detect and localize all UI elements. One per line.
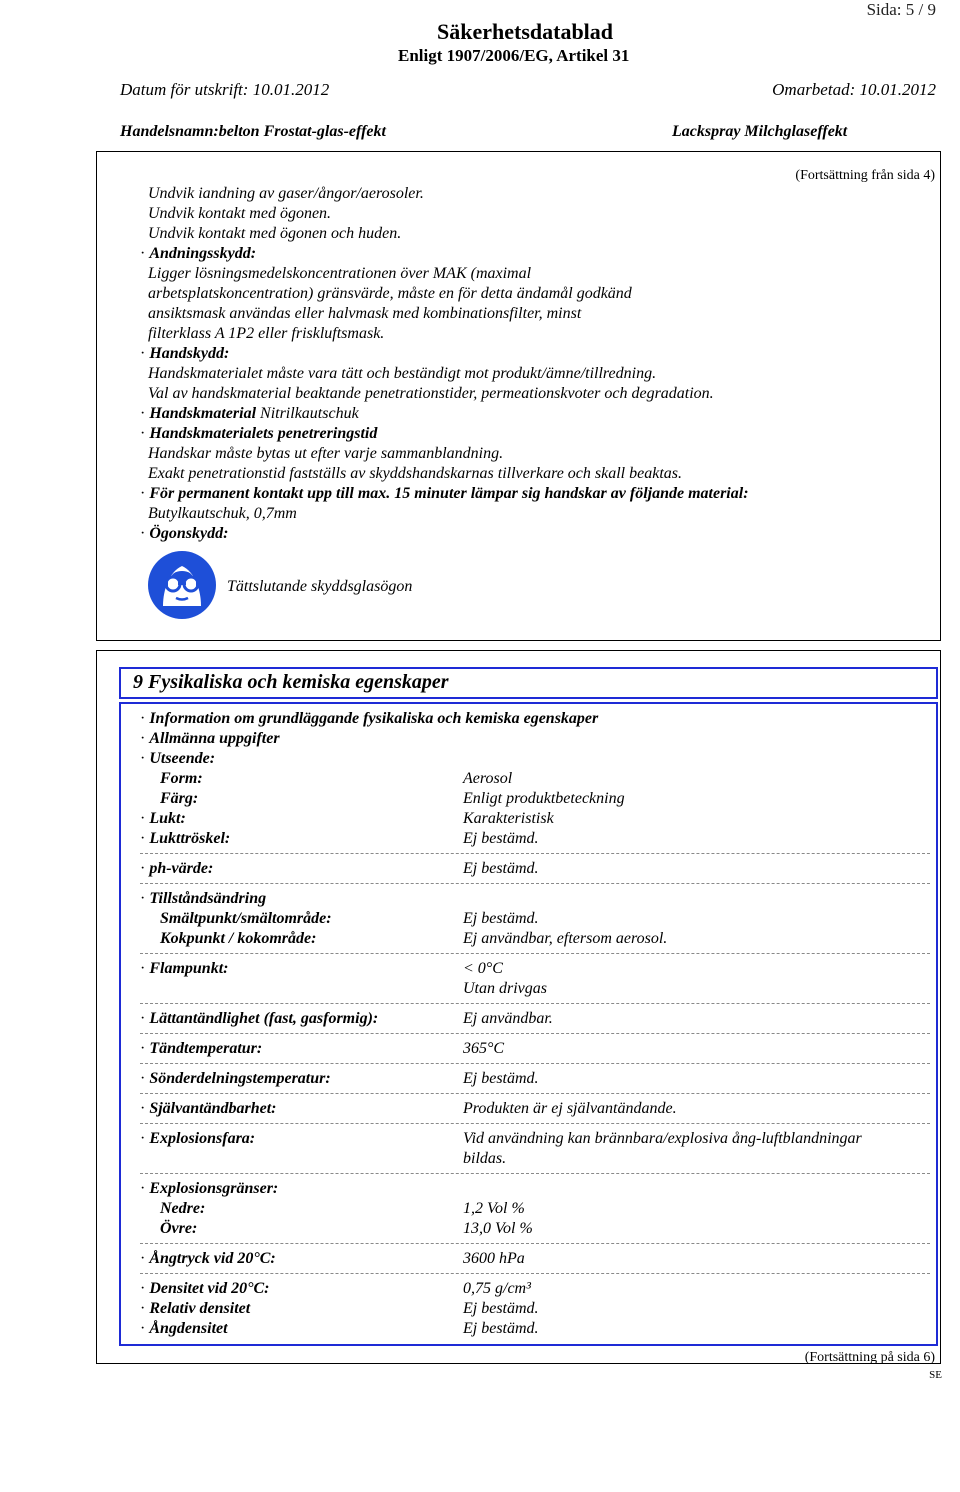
revision-date: Omarbetad: 10.01.2012 <box>772 80 936 99</box>
goggles-pictogram-icon <box>147 550 217 620</box>
document-title: Säkerhetsdatablad <box>437 19 614 44</box>
section8-content <box>140 184 930 584</box>
explosion-hazard-value-cont: bildas. <box>463 1150 507 1167</box>
explosion-hazard-value: Vid användning kan brännbara/explosiva ång-luftblandningar <box>463 1130 862 1147</box>
self-ignition-value: Produkten är ej självantändande. <box>463 1100 677 1117</box>
vapor-pressure-label: · Ångtryck vid 20°C: <box>140 1250 276 1267</box>
melting-point-label: Smältpunkt/smältområde: <box>160 910 332 927</box>
density-label: · Densitet vid 20°C: <box>140 1280 270 1297</box>
relative-density-value: Ej bestämd. <box>463 1300 539 1317</box>
melting-point-value: Ej bestämd. <box>463 910 539 927</box>
language-code: SE <box>929 1369 942 1381</box>
row-separator <box>140 853 930 854</box>
text-line: Butylkautschuk, 0,7mm <box>148 505 297 522</box>
info-heading: · Information om grundläggande fysikaliska och kemiska egenskaper <box>140 710 599 727</box>
glove-material: · Handskmaterial Nitrilkautschuk <box>140 405 359 422</box>
vapor-density-value: Ej bestämd. <box>463 1320 539 1337</box>
relative-density-label: · Relativ densitet <box>140 1300 251 1317</box>
ph-value: Ej bestämd. <box>463 860 539 877</box>
form-label: Form: <box>160 770 203 787</box>
upper-limit-label: Övre: <box>160 1220 198 1237</box>
section9-title: 9 Fysikaliska och kemiska egenskaper <box>133 671 449 693</box>
row-separator <box>140 1243 930 1244</box>
text-line: Ligger lösningsmedelskoncentrationen över MAK (maximal <box>148 265 532 282</box>
row-separator <box>140 1173 930 1174</box>
form-value: Aerosol <box>463 770 513 787</box>
ph-label: · ph-värde: <box>140 860 214 877</box>
general-heading: · Allmänna uppgifter <box>140 730 280 747</box>
odor-threshold-value: Ej bestämd. <box>463 830 539 847</box>
text-line: arbetsplatskoncentration) gränsvärde, måste en för detta ändamål godkänd <box>148 285 632 302</box>
continued-on: (Fortsättning på sida 6) <box>804 1350 935 1365</box>
vapor-pressure-value: 3600 hPa <box>463 1250 525 1267</box>
lower-limit-label: Nedre: <box>160 1200 206 1217</box>
page-number: Sida: 5 / 9 <box>866 0 936 19</box>
ignition-temp-value: 365°C <box>463 1040 505 1057</box>
product-name: Lackspray Milchglaseffekt <box>672 123 848 140</box>
text-line: Undvik iandning av gaser/ångor/aerosoler. <box>148 185 424 202</box>
color-label: Färg: <box>160 790 199 807</box>
row-separator <box>140 1123 930 1124</box>
self-ignition-label: · Självantändbarhet: <box>140 1100 277 1117</box>
row-separator <box>140 1273 930 1274</box>
eye-protection-heading: · Ögonskydd: <box>140 525 229 542</box>
flash-point-value: < 0°C <box>463 960 503 977</box>
text-line: Handskar måste bytas ut efter varje sammanblandning. <box>148 445 504 462</box>
boiling-point-value: Ej användbar, eftersom aerosol. <box>463 930 668 947</box>
text-line: Val av handskmaterial beaktande penetrationstider, permeationskvoter och degradation. <box>148 385 714 402</box>
odor-threshold-label: · Lukttröskel: <box>140 830 231 847</box>
flammability-label: · Lättantändlighet (fast, gasformig): <box>140 1010 379 1027</box>
row-separator <box>140 1003 930 1004</box>
print-date: Datum för utskrift: 10.01.2012 <box>120 80 330 99</box>
row-separator <box>140 1033 930 1034</box>
permanent-contact-heading: · För permanent kontakt upp till max. 15 minuter lämpar sig handskar av följande material: <box>140 485 749 502</box>
lower-limit-value: 1,2 Vol % <box>463 1200 525 1217</box>
document-subtitle: Enligt 1907/2006/EG, Artikel 31 <box>398 46 630 65</box>
hand-protection-heading: · Handskydd: <box>140 345 230 362</box>
upper-limit-value: 13,0 Vol % <box>463 1220 533 1237</box>
text-line: ansiktsmask användas eller halvmask med kombinationsfilter, minst <box>148 305 582 322</box>
section9-content <box>140 709 930 1339</box>
penetration-heading: · Handskmaterialets penetreringstid <box>140 425 378 442</box>
text-line: Handskmaterialet måste vara tätt och beständigt mot produkt/ämne/tillredning. <box>148 365 657 382</box>
explosion-limits-label: · Explosionsgränser: <box>140 1180 279 1197</box>
eye-protection-text: Tättslutande skyddsglasögon <box>227 578 413 595</box>
vapor-density-label: · Ångdensitet <box>140 1320 228 1337</box>
decomposition-temp-label: · Sönderdelningstemperatur: <box>140 1070 331 1087</box>
state-change-heading: · Tillståndsändring <box>140 890 267 907</box>
flammability-value: Ej användbar. <box>463 1010 553 1027</box>
density-value: 0,75 g/cm³ <box>463 1280 531 1297</box>
boiling-point-label: Kokpunkt / kokområde: <box>160 930 317 947</box>
text-line: Undvik kontakt med ögonen och huden. <box>148 225 402 242</box>
flash-point-note: Utan drivgas <box>463 980 547 997</box>
row-separator <box>140 1063 930 1064</box>
flash-point-label: · Flampunkt: <box>140 960 229 977</box>
text-line: Exakt penetrationstid fastställs av skyddshandskarnas tillverkare och skall beaktas. <box>148 465 682 482</box>
continued-from: (Fortsättning från sida 4) <box>795 168 935 183</box>
ignition-temp-label: · Tändtemperatur: <box>140 1040 263 1057</box>
color-value: Enligt produktbeteckning <box>463 790 625 807</box>
appearance-heading: · Utseende: <box>140 750 216 767</box>
odor-label: · Lukt: <box>140 810 186 827</box>
row-separator <box>140 883 930 884</box>
text-line: Undvik kontakt med ögonen. <box>148 205 332 222</box>
trade-name: Handelsnamn:belton Frostat-glas-effekt <box>120 123 386 140</box>
odor-value: Karakteristisk <box>463 810 554 827</box>
text-line: filterklass A 1P2 eller friskluftsmask. <box>148 325 385 342</box>
row-separator <box>140 1093 930 1094</box>
decomposition-temp-value: Ej bestämd. <box>463 1070 539 1087</box>
respiratory-heading: · Andningsskydd: <box>140 245 257 262</box>
row-separator <box>140 953 930 954</box>
explosion-hazard-label: · Explosionsfara: <box>140 1130 256 1147</box>
